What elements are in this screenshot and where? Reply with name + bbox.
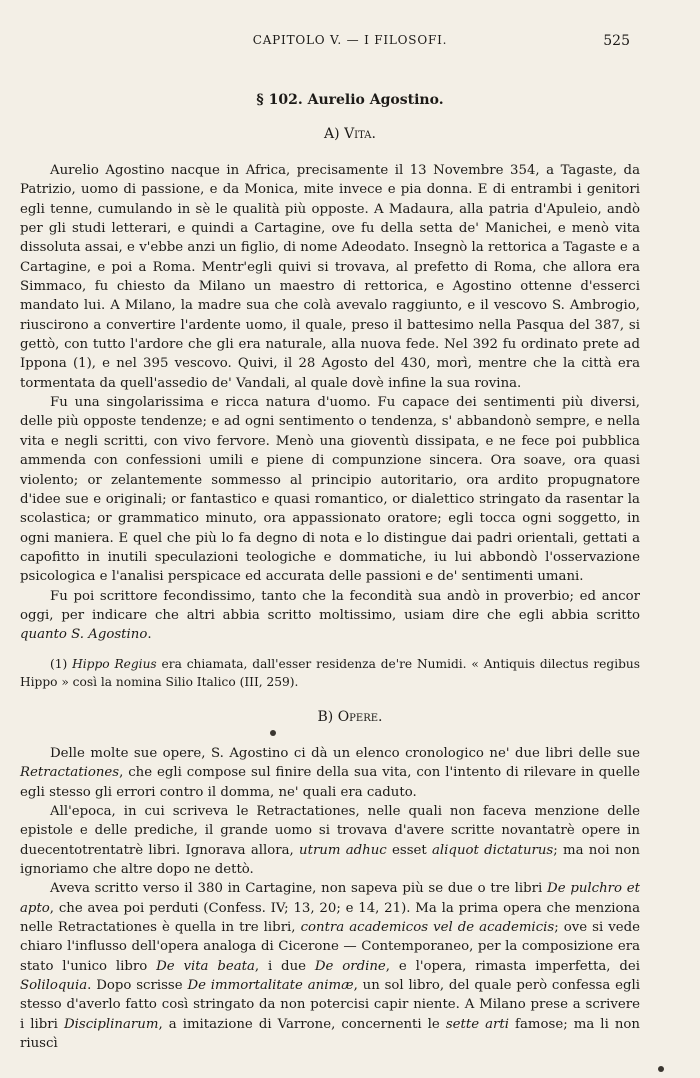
italic-text: Retractationes <box>20 765 120 781</box>
running-head <box>0 33 700 53</box>
italic-text: aliquot dictaturus <box>432 842 554 858</box>
ink-speck <box>270 730 276 736</box>
italic-text: sette arti <box>445 1016 510 1032</box>
text-run: ; ma noi non ignoriamo che altre dopo ne dettò. <box>20 842 640 878</box>
text-run: , che avea poi perduti (Confess. IV; 13, 20; e 14, 21). Ma la prima opera che menziona nelle Retractationes è quella in tre libri, <box>20 900 640 936</box>
italic-text: contra academicos vel de academicis <box>300 920 555 936</box>
section-heading: § 102. Aurelio Agostino. <box>256 92 444 108</box>
text-run: , i due <box>254 958 315 974</box>
text-run: (1) <box>50 657 73 671</box>
italic-text: Soliloquia <box>20 978 88 994</box>
paragraph <box>20 587 640 645</box>
text-run: Aurelio Agostino nacque in Africa, precisamente il 13 Novembre 354, a Tagaste, da Patrizio, uomo di passione, e da Monica, mite invece e pia donna. E di entrambi i genitori egli tenne, cumulando in sè le qualità più opposte. A Madaura, alla patria d'Apuleio, andò per gli studi letterari, e quindi a Cartagine, ove fu della setta de' Manichei, e menò vita dissoluta assai, e v'ebbe anzi un figlio, di nome Adeodato. Insegnò la rettorica a Tagaste e a Cartagine, e poi a Roma. Mentr'egli quivi si trovava, al prefetto di Roma, che allora era Simmaco, fu chiesto da Milano un maestro di rettorica, e Agostino ottenne d'esserci mandato lui. A Milano, la madre sua che colà avevalo raggiunto, e il vescovo S. Ambrogio, riuscirono a convertire l'ardente uomo, il quale, preso il battesimo nella Pasqua del 387, si gettò, con tutto l'ardore che gli era naturale, alla nuova fede. Nel 392 fu ordinato prete ad Ippona (1), e nel 395 vescovo. Quivi, il 28 Agosto del 430, morì, mentre che la città era tormentata da quell'assedio de' Vandali, al quale dovè infine la sua rovina. <box>20 163 640 391</box>
paragraph <box>20 393 640 586</box>
italic-text: Hippo Regius <box>72 657 157 671</box>
running-title: CAPITOLO V. — I FILOSOFI. <box>252 33 448 47</box>
ink-speck <box>658 1066 664 1072</box>
footnote-text <box>20 655 640 691</box>
text-run: , un sol libro, del quale però confessa egli stesso d'averlo fatto così stringato da non potercisi capir niente. A Milano prese a scrivere i libri <box>20 978 641 1032</box>
italic-text: utrum adhuc <box>299 842 387 858</box>
text-run: ; ove si vede chiaro l'influsso dell'opera analoga di Cicerone — Contemporaneo, per la composizione era stato l'unico libro <box>20 920 641 974</box>
text-run: era chiamata, dall'esser residenza de're Numidi. « Antiquis dilectus regibus Hippo » così la nomina Silio Italico (III, 259). <box>20 657 640 689</box>
text-run: . Dopo scrisse <box>87 978 188 994</box>
paragraph <box>20 744 640 802</box>
text-run: , e l'opera, rimasta imperfetta, dei <box>385 958 640 974</box>
text-run: Delle molte sue opere, S. Agostino ci dà un elenco cronologico ne' due libri delle sue <box>50 746 640 761</box>
italic-text: Disciplinarum <box>63 1016 159 1032</box>
text-run: , che egli compose sul finire della sua vita, con l'intento di rilevare in quelle egli stesso gli errori contro il domma, ne' quali era caduto. <box>20 765 640 800</box>
footnote <box>20 655 640 691</box>
page-number: 525 <box>603 33 630 49</box>
text-run: . <box>147 627 152 643</box>
body-text-vita <box>20 161 640 645</box>
body-text-opere <box>20 744 640 1054</box>
text-run: Aveva scritto verso il 380 in Cartagine, non sapeva più se due o tre libri <box>50 881 548 897</box>
text-run: Fu una singolarissima e ricca natura d'uomo. Fu capace dei sentimenti più diversi, delle più opposte tendenze; e ad ogni sentimento o tendenza, s' abbandonò sempre, e nella vita e negli scritti, con vivo fervore. Menò una gioventù dissipata, e ne fece poi pubblica ammenda con confessioni umili e piene di compunzione sincera. Ora soave, ora quasi violento; or zelantemente sommesso al principio autoritario, ora ardito propugnatore d'idee sue e originali; or fantastico e quasi romantico, or dialettico stringato da rasentar la scolastica; or grammatico minuto, ora appassionato oratore; egli tocca ogni soggetto, in ogni maniera. E quel che più lo fa degno di nota e lo distingue dai padri orientali, gettati a capofitto in inutili speculazioni teologiche e dommatiche, iu lui abbondò l'osservazione psicologica e l'analisi perspicace ed accurata delle passioni e de' sentimenti umani. <box>20 395 640 585</box>
paragraph <box>20 161 640 393</box>
italic-text: De vita beata <box>156 958 255 974</box>
subheading-opere: B) Opere. <box>317 709 383 725</box>
text-run: Fu poi scrittore fecondissimo, tanto che la fecondità sua andò in proverbio; ed ancor oggi, per indicare che altri abbia scritto moltissimo, usiam dire che egli abbia scritto <box>20 588 640 623</box>
text-run: , a imitazione di Varrone, concernenti le <box>158 1016 446 1032</box>
text-run: famose; ma li non riuscì <box>20 1016 640 1052</box>
italic-text: De immortalitate animæ <box>187 978 354 994</box>
subheading-vita: A) Vita. <box>324 126 376 142</box>
italic-text: De ordine <box>314 958 386 974</box>
paragraph <box>20 802 640 879</box>
text-run: All'epoca, in cui scriveva le Retractationes, nelle quali non faceva menzione delle epistole e delle prediche, il grande uomo si trovava d'avere scritte novantatrè opere in duecentotrentatrè libri. Ignorava allora, <box>20 804 640 858</box>
italic-text: quanto S. Agostino <box>20 627 148 643</box>
italic-text: De pulchro et apto <box>20 881 640 916</box>
paragraph <box>20 879 640 1053</box>
text-run: esset <box>386 842 432 858</box>
